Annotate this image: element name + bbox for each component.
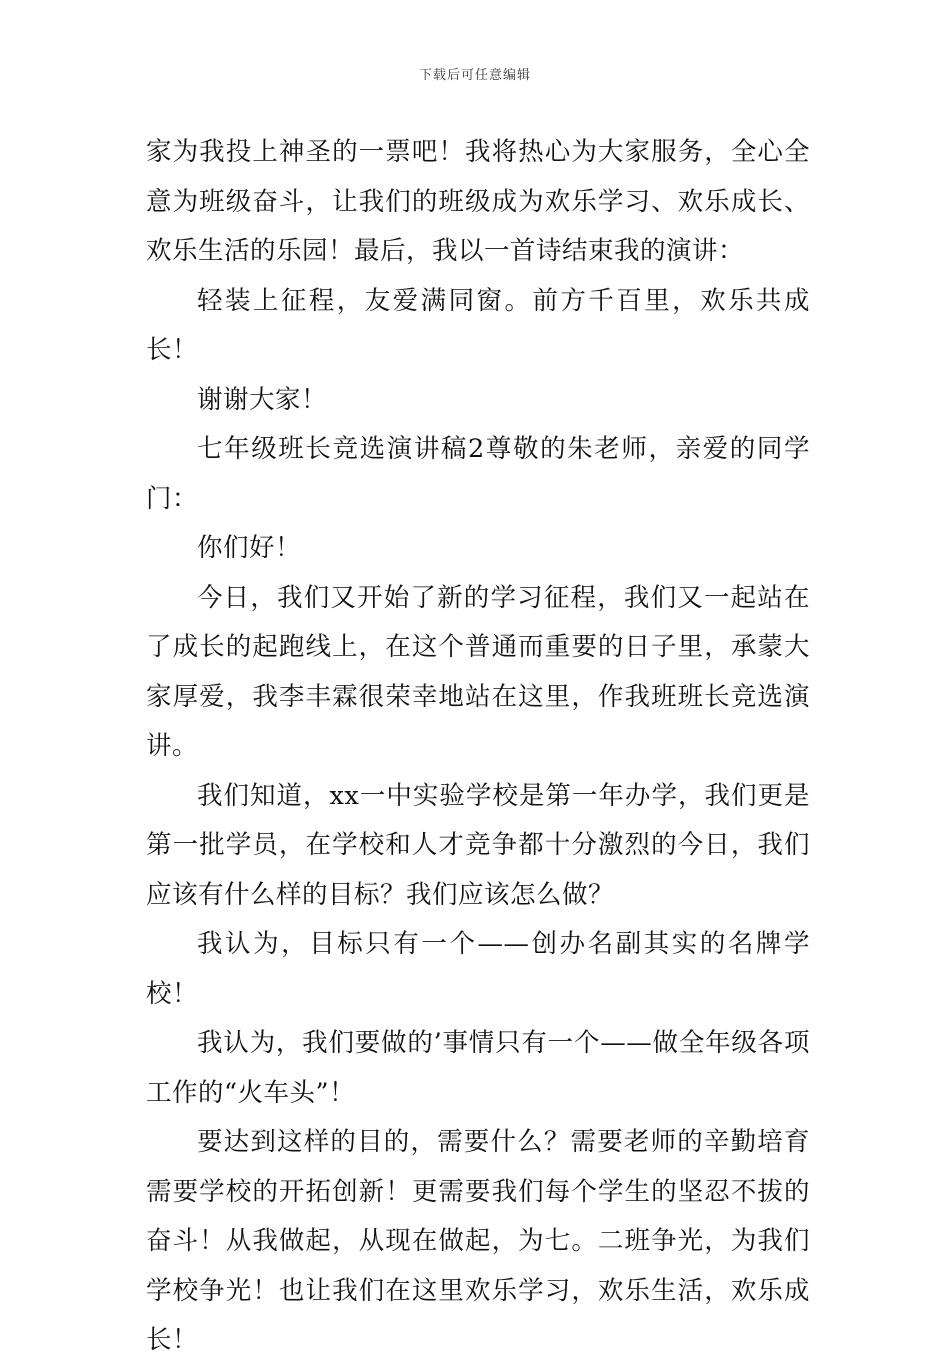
paragraph-thanks: 谢谢大家！ bbox=[197, 384, 328, 415]
paragraph-goal: 我认为，目标只有一个——创办名副其实的名牌学校！ bbox=[146, 929, 810, 1009]
paragraph-continuation: 家为我投上神圣的一票吧！我将热心为大家服务，全心全意为班级奋斗，让我们的班级成为欢乐学习、欢乐成长、欢乐生活的乐园！最后，我以一首诗结束我的演讲： bbox=[146, 137, 810, 266]
paragraph-intro: 今日，我们又开始了新的学习征程，我们又一起站在了成长的起跑线上，在这个普通而重要的日子里，承蒙大家厚爱，我李丰霖很荣幸地站在这里，作我班班长竞选演讲。 bbox=[146, 582, 810, 761]
paragraph-poem: 轻装上征程，友爱满同窗。前方千百里，欢乐共成长！ bbox=[146, 285, 810, 365]
paragraph-task: 我认为，我们要做的’事情只有一个——做全年级各项工作的“火车头”！ bbox=[146, 1028, 810, 1108]
paragraph-title-greeting: 七年级班长竞选演讲稿2尊敬的朱老师，亲爱的同学门： bbox=[146, 434, 810, 514]
page-header-note: 下载后可任意编辑 bbox=[418, 68, 531, 83]
paragraph-requirements: 要达到这样的目的，需要什么？需要老师的辛勤培育需要学校的开拓创新！更需要我们每个学生的坚忍不拔的奋斗！从我做起，从现在做起，为七。二班争光，为我们学校争光！也让我们在这里欢乐学习，欢乐生活，欢乐成长！ bbox=[146, 1127, 810, 1355]
paragraph-school: 我们知道，xx一中实验学校是第一年办学，我们更是第一批学员，在学校和人才竞争都十分激烈的今日，我们应该有什么样的目标？我们应该怎么做？ bbox=[146, 780, 810, 910]
document-body bbox=[146, 128, 810, 1366]
paragraph-hello: 你们好！ bbox=[197, 533, 302, 563]
